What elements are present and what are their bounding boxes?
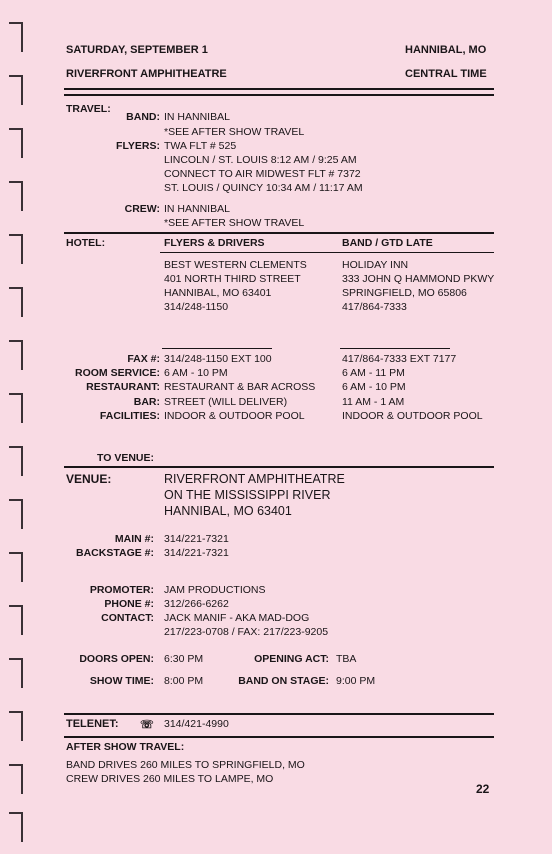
- venue-line: HANNIBAL, MO 63401: [164, 504, 292, 518]
- band-on-stage-label: BAND ON STAGE:: [238, 675, 329, 687]
- binder-ring: [9, 658, 23, 688]
- promoter-label: PROMOTER:: [89, 584, 154, 596]
- contact-line: 217/223-0708 / FAX: 217/223-9205: [164, 626, 329, 638]
- crew-label: CREW:: [124, 203, 160, 215]
- travel-label: TRAVEL:: [66, 103, 111, 115]
- after-show-rule: [64, 736, 494, 738]
- backstage-phone-label: BACKSTAGE #:: [76, 547, 154, 559]
- hotel-col1-detail: 314/248-1150 EXT 100: [164, 353, 272, 365]
- hotel-col1-line: BEST WESTERN CLEMENTS: [164, 259, 307, 271]
- binder-ring: [9, 764, 23, 794]
- hotel-col2-title: BAND / GTD LATE: [342, 237, 433, 249]
- binder-ring: [9, 393, 23, 423]
- hotel-col1-divider: [162, 348, 272, 349]
- binder-ring: [9, 75, 23, 105]
- main-phone: 314/221-7321: [164, 533, 229, 545]
- opening-act: TBA: [336, 653, 357, 665]
- crew-line: *SEE AFTER SHOW TRAVEL: [164, 217, 305, 229]
- venue-line: RIVERFRONT AMPHITHEATRE: [164, 472, 345, 486]
- doors-open-label: DOORS OPEN:: [79, 653, 154, 665]
- fax-label: FAX #:: [127, 353, 160, 365]
- hotel-col1-title: FLYERS & DRIVERS: [164, 237, 265, 249]
- room-service-label: ROOM SERVICE:: [75, 367, 160, 379]
- venue-label: VENUE:: [66, 472, 112, 486]
- show-time-label: SHOW TIME:: [89, 675, 154, 687]
- telenet-rule: [64, 713, 494, 715]
- binder-ring: [9, 287, 23, 317]
- after-show-line: BAND DRIVES 260 MILES TO SPRINGFIELD, MO: [66, 759, 305, 771]
- binder-ring: [9, 128, 23, 158]
- hotel-col2-line: SPRINGFIELD, MO 65806: [342, 287, 467, 299]
- binder-ring: [9, 340, 23, 370]
- venue-rule: [64, 466, 494, 468]
- after-show-label: AFTER SHOW TRAVEL:: [66, 741, 185, 753]
- binder-ring: [9, 812, 23, 842]
- main-phone-label: MAIN #:: [114, 533, 154, 545]
- page-number: 22: [476, 782, 490, 796]
- promoter: JAM PRODUCTIONS: [164, 584, 266, 596]
- facilities-label: FACILITIES:: [99, 410, 160, 422]
- binder-ring: [9, 605, 23, 635]
- crew-line: IN HANNIBAL: [164, 203, 230, 215]
- hotel-col1-line: 314/248-1150: [164, 301, 229, 313]
- hotel-label: HOTEL:: [66, 237, 106, 249]
- bar-label: BAR:: [133, 396, 160, 408]
- band-line: IN HANNIBAL: [164, 111, 230, 123]
- hotel-rule: [64, 232, 494, 234]
- flyers-line: ST. LOUIS / QUINCY 10:34 AM / 11:17 AM: [164, 182, 363, 194]
- band-on-stage: 9:00 PM: [336, 675, 376, 687]
- hotel-col2-detail: 6 AM - 10 PM: [342, 381, 406, 393]
- hotel-col1-detail: STREET (WILL DELIVER): [164, 396, 288, 408]
- header-date: SATURDAY, SEPTEMBER 1: [66, 44, 208, 56]
- flyers-label: FLYERS:: [116, 140, 160, 152]
- telephone-icon: ☏: [140, 719, 154, 731]
- to-venue-label: TO VENUE:: [97, 452, 154, 464]
- flyers-line: CONNECT TO AIR MIDWEST FLT # 7372: [164, 168, 361, 180]
- promoter-phone: 312/266-6262: [164, 598, 229, 610]
- hotel-col1-line: 401 NORTH THIRD STREET: [164, 273, 301, 285]
- header-rule: [64, 88, 494, 90]
- binder-ring: [9, 22, 23, 52]
- hotel-col1-detail: 6 AM - 10 PM: [164, 367, 228, 379]
- hotel-col2-detail: 417/864-7333 EXT 7177: [342, 353, 457, 365]
- binder-ring: [9, 499, 23, 529]
- binder-ring: [9, 234, 23, 264]
- binder-ring: [9, 446, 23, 476]
- hotel-col2-line: 333 JOHN Q HAMMOND PKWY: [342, 273, 495, 285]
- flyers-line: TWA FLT # 525: [164, 140, 237, 152]
- after-show-line: CREW DRIVES 260 MILES TO LAMPE, MO: [66, 773, 274, 785]
- telenet-number: 314/421-4990: [164, 718, 229, 730]
- contact-label: CONTACT:: [101, 612, 154, 624]
- header-timezone: CENTRAL TIME: [405, 68, 487, 80]
- binder-ring: [9, 711, 23, 741]
- doors-open: 6:30 PM: [164, 653, 204, 665]
- telenet-label: TELENET:: [66, 718, 119, 730]
- hotel-col2-line: 417/864-7333: [342, 301, 407, 313]
- band-label: BAND:: [126, 111, 160, 123]
- hotel-col1-detail: INDOOR & OUTDOOR POOL: [164, 410, 305, 422]
- hotel-col2-detail: 6 AM - 11 PM: [342, 367, 405, 379]
- opening-act-label: OPENING ACT:: [254, 653, 329, 665]
- hotel-col2-detail: INDOOR & OUTDOOR POOL: [342, 410, 483, 422]
- binder-ring: [9, 552, 23, 582]
- hotel-col1-detail: RESTAURANT & BAR ACROSS: [164, 381, 316, 393]
- header-venue: RIVERFRONT AMPHITHEATRE: [66, 68, 227, 80]
- contact-line: JACK MANIF - AKA MAD-DOG: [164, 612, 310, 624]
- hotel-col2-detail: 11 AM - 1 AM: [342, 396, 405, 408]
- show-time: 8:00 PM: [164, 675, 204, 687]
- band-line: *SEE AFTER SHOW TRAVEL: [164, 126, 305, 138]
- hotel-col2-line: HOLIDAY INN: [342, 259, 409, 271]
- hotel-col2-divider: [340, 348, 450, 349]
- backstage-phone: 314/221-7321: [164, 547, 229, 559]
- header-rule: [64, 94, 494, 96]
- hotel-columns-rule: [160, 252, 494, 253]
- binder-rings: [0, 0, 30, 854]
- flyers-line: LINCOLN / ST. LOUIS 8:12 AM / 9:25 AM: [164, 154, 357, 166]
- header-city: HANNIBAL, MO: [405, 44, 487, 56]
- venue-line: ON THE MISSISSIPPI RIVER: [164, 488, 331, 502]
- binder-ring: [9, 181, 23, 211]
- restaurant-label: RESTAURANT:: [86, 381, 160, 393]
- promoter-phone-label: PHONE #:: [104, 598, 154, 610]
- hotel-col1-line: HANNIBAL, MO 63401: [164, 287, 272, 299]
